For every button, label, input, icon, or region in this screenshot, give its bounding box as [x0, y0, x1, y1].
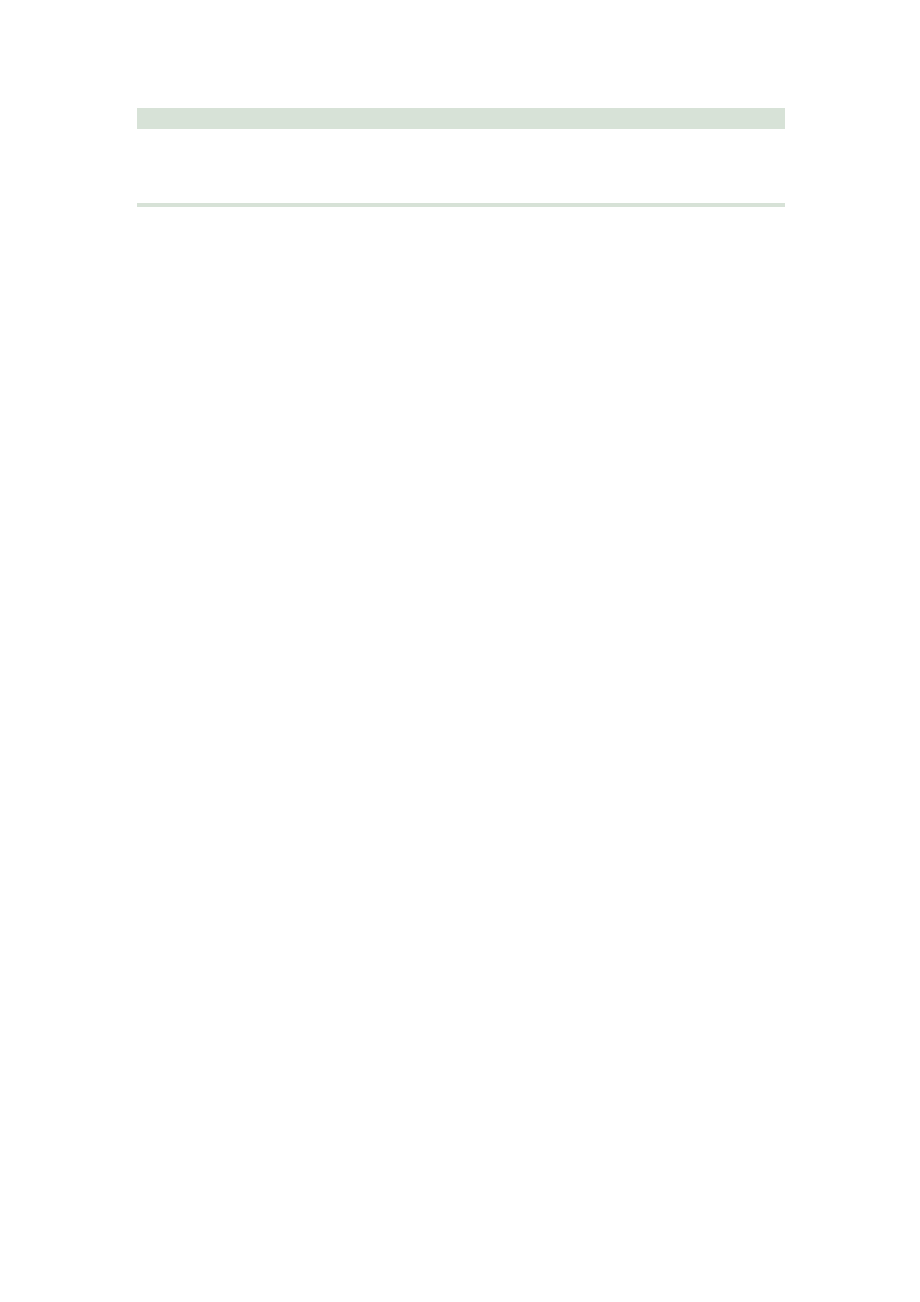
examples-heading: [137, 165, 785, 195]
document-page: [137, 94, 785, 207]
afterword-note: [137, 108, 785, 129]
examples-section: [137, 203, 785, 207]
spacer: [137, 94, 785, 106]
